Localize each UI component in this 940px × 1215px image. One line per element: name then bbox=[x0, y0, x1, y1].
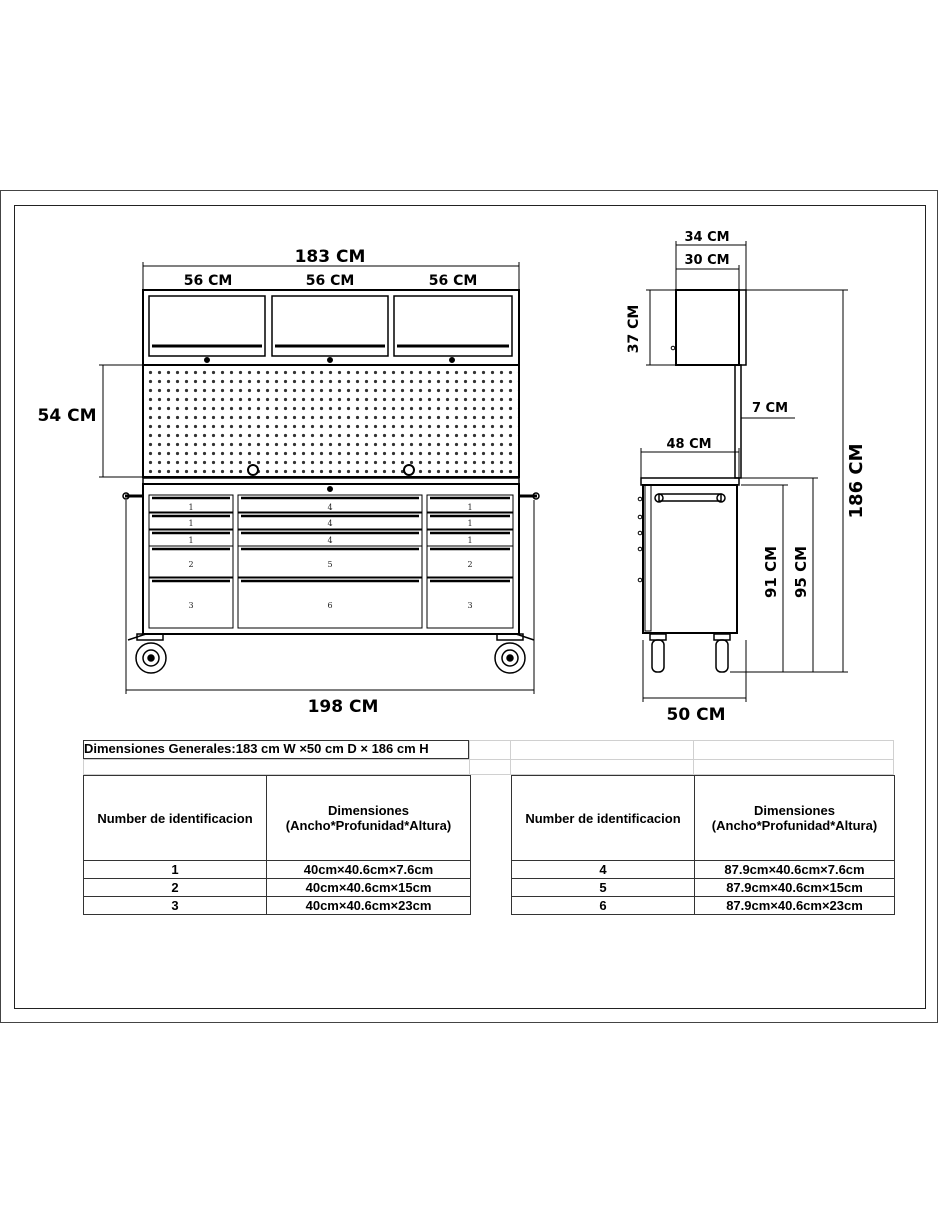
row-dims: 87.9cm×40.6cm×7.6cm bbox=[695, 861, 895, 879]
drawer-id: 4 bbox=[327, 536, 333, 545]
drawer-id: 1 bbox=[188, 536, 194, 545]
label-top-depth-outer: 34 CM bbox=[684, 230, 730, 245]
col-header-dimensions-sub: (Ancho*Profunidad*Altura) bbox=[285, 818, 452, 833]
drawer-id: 6 bbox=[327, 601, 333, 610]
drawer-id: 1 bbox=[467, 503, 473, 512]
drawer-id: 3 bbox=[188, 601, 194, 610]
table-row bbox=[512, 897, 895, 915]
table-row bbox=[84, 879, 471, 897]
drawer-table-left bbox=[83, 775, 471, 915]
row-id: 4 bbox=[512, 861, 695, 879]
front-view bbox=[99, 262, 539, 694]
row-dims: 87.9cm×40.6cm×23cm bbox=[695, 897, 895, 915]
label-worktop-depth: 48 CM bbox=[666, 437, 712, 452]
drawer-id: 4 bbox=[327, 503, 333, 512]
table-row bbox=[512, 879, 895, 897]
label-top-cabinet-height: 37 CM bbox=[626, 304, 642, 354]
row-id: 3 bbox=[84, 897, 267, 915]
row-id: 2 bbox=[84, 879, 267, 897]
row-dims: 40cm×40.6cm×7.6cm bbox=[267, 861, 471, 879]
row-dims: 40cm×40.6cm×23cm bbox=[267, 897, 471, 915]
col-header-id: Number de identificacion bbox=[512, 776, 695, 861]
drawer-id: 1 bbox=[188, 503, 194, 512]
side-view bbox=[638, 241, 848, 702]
row-id: 6 bbox=[512, 897, 695, 915]
label-cabinet-width-2: 56 CM bbox=[305, 273, 355, 289]
row-dims: 87.9cm×40.6cm×15cm bbox=[695, 879, 895, 897]
row-dims: 40cm×40.6cm×15cm bbox=[267, 879, 471, 897]
col-header-dimensions bbox=[695, 776, 895, 861]
col-header-dimensions-title: Dimensiones bbox=[328, 803, 409, 818]
table-row bbox=[84, 861, 471, 879]
table-row bbox=[512, 861, 895, 879]
row-id: 5 bbox=[512, 879, 695, 897]
col-header-dimensions-sub: (Ancho*Profunidad*Altura) bbox=[711, 818, 878, 833]
label-back-gap: 7 CM bbox=[751, 401, 789, 416]
col-header-dimensions-title: Dimensiones bbox=[754, 803, 835, 818]
label-overall-width-bottom: 198 CM bbox=[307, 697, 379, 717]
col-header-id: Number de identificacion bbox=[84, 776, 267, 861]
label-pegboard-height: 54 CM bbox=[37, 406, 97, 426]
label-top-depth-inner: 30 CM bbox=[684, 253, 730, 268]
label-overall-width-top: 183 CM bbox=[294, 247, 366, 267]
drawer-id: 3 bbox=[467, 601, 473, 610]
drawer-id: 1 bbox=[467, 519, 473, 528]
label-cabinet-width-1: 56 CM bbox=[183, 273, 233, 289]
label-total-height: 186 CM bbox=[846, 443, 867, 519]
drawer-numbers bbox=[188, 503, 472, 610]
col-header-dimensions bbox=[267, 776, 471, 861]
general-dimensions: Dimensiones Generales:183 cm W ×50 cm D × 186 cm H bbox=[84, 741, 429, 756]
drawer-id: 2 bbox=[467, 560, 473, 569]
drawer-id: 4 bbox=[327, 519, 333, 528]
label-base-height-body: 91 CM bbox=[762, 545, 780, 599]
label-base-depth: 50 CM bbox=[666, 705, 726, 725]
drawer-table-right bbox=[511, 775, 895, 915]
drawer-id: 1 bbox=[467, 536, 473, 545]
label-base-height-total: 95 CM bbox=[792, 545, 810, 599]
table-row bbox=[84, 897, 471, 915]
drawer-id: 2 bbox=[188, 560, 194, 569]
drawer-id: 1 bbox=[188, 519, 194, 528]
row-id: 1 bbox=[84, 861, 267, 879]
drawer-id: 5 bbox=[327, 560, 333, 569]
label-cabinet-width-3: 56 CM bbox=[428, 273, 478, 289]
